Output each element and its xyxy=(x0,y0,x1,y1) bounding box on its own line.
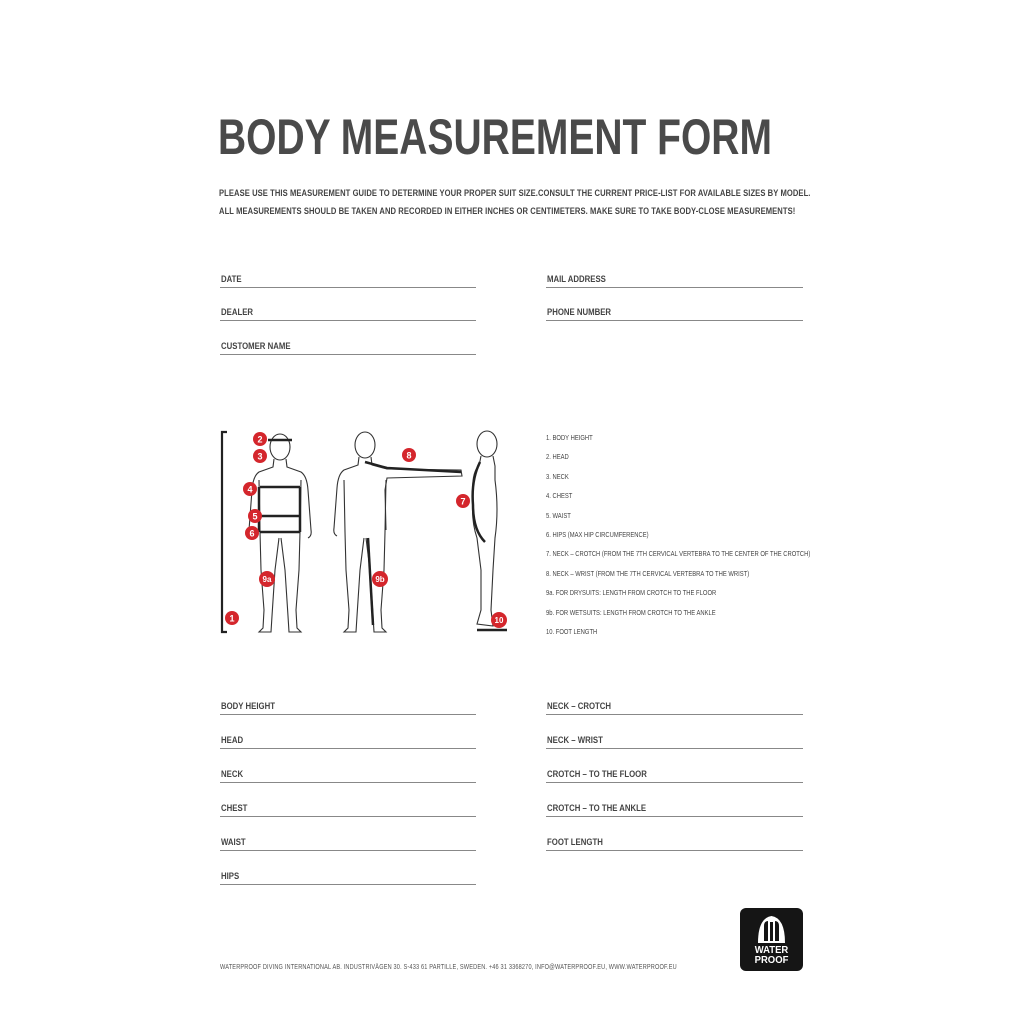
marker-3 xyxy=(253,449,267,463)
body-height-label: BODY HEIGHT xyxy=(221,701,275,712)
footer-address: WATERPROOF DIVING INTERNATIONAL AB. INDUSTRIVÄGEN 30. S-433 61 PARTILLE, SWEDEN. +46 31 3368270, INFO@WATERPROOF.EU, WWW.WATERPROOF.EU xyxy=(220,964,677,971)
hips-label: HIPS xyxy=(221,871,240,882)
waist-label: WAIST xyxy=(221,837,246,848)
logo-line-1: WATER xyxy=(754,945,789,956)
svg-text:3: 3 xyxy=(257,451,263,462)
head-field[interactable] xyxy=(220,731,476,749)
svg-text:9b: 9b xyxy=(375,575,385,584)
diver-mask-icon xyxy=(740,908,803,948)
waist-field[interactable] xyxy=(220,833,476,851)
body-measurement-illustration xyxy=(215,420,515,642)
legend-item: 8. NECK – WRIST (FROM THE 7TH CERVICAL VERTEBRA TO THE WRIST) xyxy=(546,568,750,578)
legend-item: 7. NECK – CROTCH (FROM THE 7TH CERVICAL VERTEBRA TO THE CENTER OF THE CROTCH) xyxy=(546,549,811,559)
crotch-ankle-field[interactable] xyxy=(546,799,803,817)
marker-9a xyxy=(259,571,275,587)
marker-5 xyxy=(248,509,262,523)
legend-item: 9b. FOR WETSUITS: LENGTH FROM CROTCH TO THE ANKLE xyxy=(546,607,716,617)
legend-item: 3. NECK xyxy=(546,471,569,481)
neck-crotch-field[interactable] xyxy=(546,697,803,715)
side-figure xyxy=(473,431,508,630)
marker-1 xyxy=(225,611,239,625)
intro-text xyxy=(219,185,810,221)
measurement-legend xyxy=(546,431,885,644)
neck-field[interactable] xyxy=(220,765,476,783)
svg-text:1: 1 xyxy=(229,613,235,624)
customer-name-field[interactable] xyxy=(220,337,476,355)
legend-item: 9a. FOR DRYSUITS: LENGTH FROM CROTCH TO THE FLOOR xyxy=(546,588,717,598)
head-label: HEAD xyxy=(221,735,244,746)
svg-text:6: 6 xyxy=(249,528,255,539)
legend-item: 2. HEAD xyxy=(546,452,569,462)
foot-length-label: FOOT LENGTH xyxy=(547,837,603,848)
hips-field[interactable] xyxy=(220,867,476,885)
dealer-label: DEALER xyxy=(221,307,254,318)
crotch-floor-field[interactable] xyxy=(546,765,803,783)
svg-text:4: 4 xyxy=(247,484,253,495)
date-field[interactable] xyxy=(220,270,476,288)
marker-6 xyxy=(245,526,259,540)
phone-number-label: PHONE NUMBER xyxy=(547,307,612,318)
marker-8 xyxy=(402,448,416,462)
legend-item: 10. FOOT LENGTH xyxy=(546,626,598,636)
intro-line-2: ALL MEASUREMENTS SHOULD BE TAKEN AND RECORDED IN EITHER INCHES OR CENTIMETERS. MAKE SURE TO TAKE BODY-CLOSE MEASUREMENTS! xyxy=(219,206,796,217)
page-title: BODY MEASUREMENT FORM xyxy=(218,109,772,165)
neck-label: NECK xyxy=(221,769,244,780)
mail-address-field[interactable] xyxy=(546,270,803,288)
back-figure xyxy=(334,432,462,632)
neck-crotch-label: NECK – CROTCH xyxy=(547,701,612,712)
body-height-field[interactable] xyxy=(220,697,476,715)
svg-text:2: 2 xyxy=(257,434,263,445)
neck-wrist-label: NECK – WRIST xyxy=(547,735,603,746)
customer-name-label: CUSTOMER NAME xyxy=(221,341,291,352)
svg-text:9a: 9a xyxy=(262,575,272,584)
phone-number-field[interactable] xyxy=(546,303,803,321)
date-label: DATE xyxy=(221,274,242,285)
marker-4 xyxy=(243,482,257,496)
marker-2 xyxy=(253,432,267,446)
waterproof-logo xyxy=(740,908,803,971)
crotch-ankle-label: CROTCH – TO THE ANKLE xyxy=(547,803,647,814)
svg-text:5: 5 xyxy=(252,511,258,522)
svg-text:7: 7 xyxy=(460,496,466,507)
logo-line-2: PROOF xyxy=(754,955,789,966)
legend-item: 6. HIPS (MAX HIP CIRCUMFERENCE) xyxy=(546,529,649,539)
marker-9b xyxy=(372,571,388,587)
mail-address-label: MAIL ADDRESS xyxy=(547,274,606,285)
chest-field[interactable] xyxy=(220,799,476,817)
foot-length-field[interactable] xyxy=(546,833,803,851)
neck-wrist-field[interactable] xyxy=(546,731,803,749)
intro-line-1: PLEASE USE THIS MEASUREMENT GUIDE TO DETERMINE YOUR PROPER SUIT SIZE.CONSULT THE CURRENT PRICE-LIST FOR AVAILABLE SIZES BY MODEL. xyxy=(219,188,811,199)
legend-item: 1. BODY HEIGHT xyxy=(546,433,593,442)
legend-item: 5. WAIST xyxy=(546,510,571,520)
crotch-floor-label: CROTCH – TO THE FLOOR xyxy=(547,769,647,780)
chest-label: CHEST xyxy=(221,803,248,814)
legend-item: 4. CHEST xyxy=(546,491,573,501)
svg-text:10: 10 xyxy=(494,616,504,625)
marker-10 xyxy=(491,612,507,628)
dealer-field[interactable] xyxy=(220,303,476,321)
marker-7 xyxy=(456,494,470,508)
svg-text:8: 8 xyxy=(406,450,412,461)
